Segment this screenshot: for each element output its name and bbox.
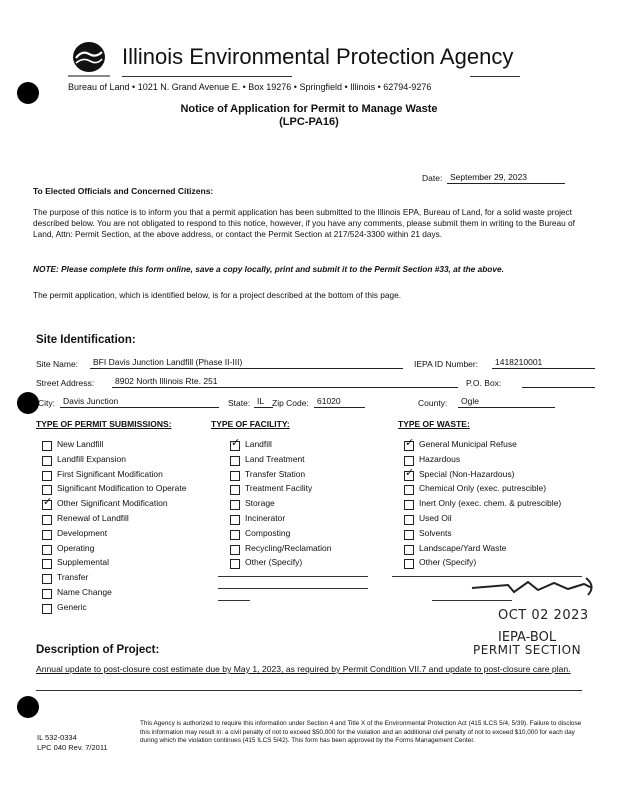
punch-hole-middle bbox=[17, 392, 39, 414]
street-label: Street Address: bbox=[36, 378, 95, 388]
project-heading: Description of Project: bbox=[36, 644, 160, 656]
submissions-checkbox-transfer[interactable] bbox=[42, 574, 52, 584]
submissions-label-supplemental: Supplemental bbox=[57, 557, 109, 568]
state-label: State: bbox=[228, 398, 251, 408]
submissions-label-operating: Operating bbox=[57, 542, 95, 553]
form-revision: LPC 040 Rev. 7/2011 bbox=[37, 743, 108, 752]
waste-label-other-specify: Other (Specify) bbox=[419, 557, 477, 568]
iepa-id-label: IEPA ID Number: bbox=[414, 359, 479, 369]
header-rule bbox=[122, 76, 292, 77]
facility-label-treatment-facility: Treatment Facility bbox=[245, 483, 313, 494]
facility-checkbox-transfer-station[interactable] bbox=[230, 471, 240, 481]
agency-name: Illinois Environmental Protection Agency bbox=[122, 44, 514, 69]
salutation: To Elected Officials and Concerned Citizens: bbox=[33, 186, 214, 196]
facility-checkbox-other-specify[interactable] bbox=[230, 559, 240, 569]
waste-label-special-non-hazardous: Special (Non-Hazardous) bbox=[419, 468, 515, 479]
facility-label-transfer-station: Transfer Station bbox=[245, 468, 306, 479]
waste-checkbox-special-non-hazardous[interactable] bbox=[404, 466, 415, 481]
submissions-checkbox-name-change[interactable] bbox=[42, 589, 52, 599]
project-line-2 bbox=[36, 690, 582, 691]
facility-label-recycling-reclamation: Recycling/Reclamation bbox=[245, 542, 332, 553]
checkmark-icon: ✓ bbox=[43, 496, 53, 509]
checkmark-icon: ✓ bbox=[405, 466, 415, 479]
site-name-field[interactable]: BFI Davis Junction Landfill (Phase II-III) bbox=[90, 357, 403, 369]
zip-label: Zip Code: bbox=[272, 398, 309, 408]
submissions-label-first-significant-modification: First Significant Modification bbox=[57, 468, 163, 479]
facility-checkbox-landfill[interactable] bbox=[230, 437, 241, 451]
submissions-checkbox-significant-modification-to-operate[interactable] bbox=[42, 485, 52, 495]
submissions-checkbox-new-landfill[interactable] bbox=[42, 441, 52, 451]
facility-specify-line-2 bbox=[218, 588, 368, 589]
form-title: Notice of Application for Permit to Manage Waste bbox=[180, 103, 438, 115]
intro-paragraph: The purpose of this notice is to inform you that a permit application has been submitted to the Illinois EPA, Bureau of Land, for a solid waste project described below. You are not obligated to respond to this notice, however, if you have any comments, please submit them in writing to the Bureau of Land, Attn: Permit Section, at the above address, or contact the Permit Section at 217/524-3300 within 21 days. bbox=[33, 207, 575, 239]
submissions-checkbox-operating[interactable] bbox=[42, 545, 52, 555]
stamp-received-text: RECEIVED bbox=[1, 1, 7, 2]
agency-address: Bureau of Land • 1021 N. Grand Avenue E. • Box 19276 • Springfield • Illinois • 62794-9276 bbox=[68, 82, 432, 92]
form-code: (LPC-PA16) bbox=[279, 116, 339, 128]
waste-specify-line-2 bbox=[432, 600, 512, 601]
submissions-label-transfer: Transfer bbox=[57, 572, 89, 583]
waste-label-general-municipal-refuse: General Municipal Refuse bbox=[419, 439, 517, 449]
submissions-checkbox-other-significant-modification[interactable] bbox=[42, 496, 53, 510]
county-label: County: bbox=[418, 398, 448, 408]
facility-checkbox-incinerator[interactable] bbox=[230, 515, 240, 525]
waste-checkbox-general-municipal-refuse[interactable] bbox=[404, 437, 415, 451]
header-rule-right bbox=[470, 76, 520, 77]
waste-checkbox-used-oil[interactable] bbox=[404, 515, 414, 525]
facility-label-composting: Composting bbox=[245, 527, 291, 538]
waste-label-used-oil: Used Oil bbox=[419, 513, 452, 523]
facility-label-landfill: Landfill bbox=[245, 439, 272, 449]
facility-checkbox-land-treatment[interactable] bbox=[230, 456, 240, 466]
project-description[interactable]: Annual update to post-closure cost estimate due by May 1, 2023, as required by Permit Condition VII.7 and update to post-closure care plan. bbox=[36, 664, 571, 674]
po-box-label: P.O. Box: bbox=[466, 378, 502, 388]
submissions-label-renewal-of-landfill: Renewal of Landfill bbox=[57, 513, 129, 523]
waste-label-hazardous: Hazardous bbox=[419, 453, 461, 464]
submissions-label-name-change: Name Change bbox=[57, 587, 112, 597]
waste-label-inert-only-exec-chem-putrescible: Inert Only (exec. chem. & putrescible) bbox=[419, 498, 562, 509]
waste-label-landscape-yard-waste: Landscape/Yard Waste bbox=[419, 542, 507, 553]
checkmark-icon: ✓ bbox=[405, 437, 415, 449]
stamp-date: OCT 02 2023 bbox=[498, 608, 589, 623]
county-field[interactable]: Ogle bbox=[458, 396, 555, 408]
waste-checkbox-landscape-yard-waste[interactable] bbox=[404, 545, 414, 555]
submissions-heading: TYPE OF PERMIT SUBMISSIONS: bbox=[36, 419, 172, 429]
facility-label-other-specify: Other (Specify) bbox=[245, 557, 303, 568]
zip-field[interactable]: 61020 bbox=[314, 396, 365, 408]
submissions-checkbox-supplemental[interactable] bbox=[42, 559, 52, 569]
submissions-label-development: Development bbox=[57, 527, 108, 538]
note-paragraph: NOTE: Please complete this form online, save a copy locally, print and submit it to the Permit Section #33, at the above. bbox=[33, 264, 504, 274]
submissions-label-new-landfill: New Landfill bbox=[57, 439, 104, 449]
submissions-checkbox-landfill-expansion[interactable] bbox=[42, 456, 52, 466]
facility-specify-line bbox=[218, 576, 368, 577]
stamp-office: IEPA-BOL bbox=[498, 630, 557, 645]
submissions-label-landfill-expansion: Landfill Expansion bbox=[57, 453, 126, 464]
state-field[interactable]: IL bbox=[254, 396, 273, 408]
city-field[interactable]: Davis Junction bbox=[60, 396, 219, 408]
checkmark-icon: ✓ bbox=[231, 437, 241, 449]
submissions-label-generic: Generic bbox=[57, 601, 87, 612]
date-label: Date: bbox=[422, 173, 443, 183]
punch-hole-top bbox=[17, 82, 39, 104]
submissions-checkbox-first-significant-modification[interactable] bbox=[42, 471, 52, 481]
facility-heading: TYPE OF FACILITY: bbox=[211, 419, 290, 429]
submissions-label-significant-modification-to-operate: Significant Modification to Operate bbox=[57, 483, 187, 494]
waste-checkbox-chemical-only-exec-putrescible[interactable] bbox=[404, 485, 414, 495]
site-heading: Site Identification: bbox=[36, 334, 136, 346]
submissions-checkbox-development[interactable] bbox=[42, 530, 52, 540]
permit-line: The permit application, which is identified below, is for a project described at the bottom of this page. bbox=[33, 290, 402, 300]
facility-label-land-treatment: Land Treatment bbox=[245, 453, 305, 464]
facility-checkbox-recycling-reclamation[interactable] bbox=[230, 545, 240, 555]
waste-heading: TYPE OF WASTE: bbox=[398, 419, 470, 429]
city-label: City: bbox=[38, 398, 55, 408]
received-stamp-icon bbox=[468, 574, 596, 598]
facility-label-storage: Storage bbox=[245, 498, 275, 509]
facility-specify-line-3 bbox=[218, 600, 250, 601]
iepa-id-field[interactable]: 1418210001 bbox=[492, 357, 595, 369]
submissions-checkbox-renewal-of-landfill[interactable] bbox=[42, 515, 52, 525]
waste-label-solvents: Solvents bbox=[419, 527, 452, 538]
form-id: IL 532-0334 bbox=[37, 733, 77, 742]
facility-checkbox-storage[interactable] bbox=[230, 500, 240, 510]
facility-checkbox-composting[interactable] bbox=[230, 530, 240, 540]
punch-hole-bottom bbox=[17, 696, 39, 718]
waste-checkbox-other-specify[interactable] bbox=[404, 559, 414, 569]
submissions-checkbox-generic[interactable] bbox=[42, 604, 52, 614]
po-box-field[interactable] bbox=[522, 376, 595, 388]
waste-checkbox-solvents[interactable] bbox=[404, 530, 414, 540]
waste-checkbox-hazardous[interactable] bbox=[404, 456, 414, 466]
legal-text: This Agency is authorized to require this information under Section 4 and Title X of the Environmental Protection Act (415 ILCS 5/4, 5/39). Failure to disclose this information may result in: a civil penalty of not to exceed $50,000 for the violation and an additional civil penalty of not to exceed $10,000 for each day during which the violation continues (415 ILCS 5/42). This form has been approved by the Forms Management Center. bbox=[140, 720, 582, 744]
date-field[interactable]: September 29, 2023 bbox=[447, 172, 565, 184]
iepa-logo-icon bbox=[66, 40, 112, 80]
waste-label-chemical-only-exec-putrescible: Chemical Only (exec. putrescible) bbox=[419, 483, 547, 494]
submissions-label-other-significant-modification: Other Significant Modification bbox=[57, 498, 168, 509]
site-name-label: Site Name: bbox=[36, 359, 79, 369]
waste-checkbox-inert-only-exec-chem-putrescible[interactable] bbox=[404, 500, 414, 510]
facility-label-incinerator: Incinerator bbox=[245, 513, 286, 523]
street-field[interactable]: 8902 North Illinois Rte. 251 bbox=[112, 376, 458, 388]
facility-checkbox-treatment-facility[interactable] bbox=[230, 485, 240, 495]
stamp-section: PERMIT SECTION bbox=[473, 643, 582, 657]
